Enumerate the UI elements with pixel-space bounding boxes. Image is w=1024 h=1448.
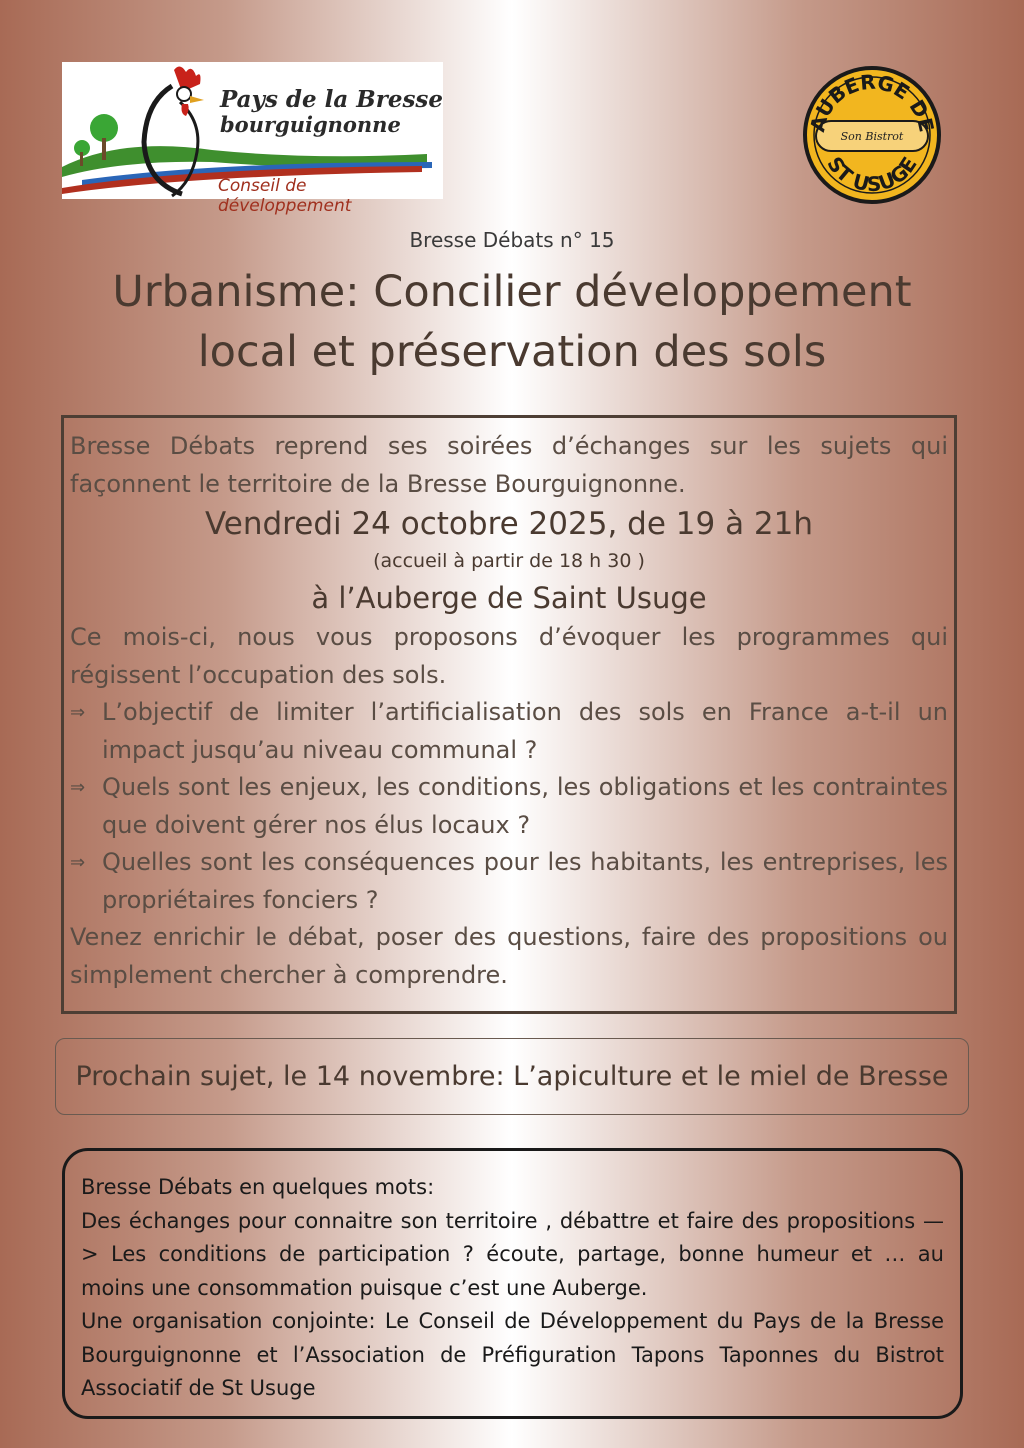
about-paragraph-1: Des échanges pour connaitre son territoire , débattre et faire des propositions —> Les conditions de participation ? écoute, partage, bonne humeur et … au moins une consommation puisque c’est une Auberge.	[81, 1208, 944, 1300]
about-box	[62, 1148, 963, 1419]
title-line-1: Urbanisme: Concilier développement	[112, 267, 912, 317]
intro-text: Bresse Débats reprend ses soirées d’échanges sur les sujets qui façonnent le territoire de la Bresse Bourguignonne.	[70, 432, 948, 498]
bullet-text: Quelles sont les conséquences pour les habitants, les entreprises, les propriétaires fonciers ?	[102, 848, 948, 914]
auberge-seal-logo	[802, 65, 942, 205]
logo-line-1: Pays de la Bresse	[220, 86, 443, 113]
bullet-text: L’objectif de limiter l’artificialisation des sols en France a-t-il un impact jusqu’au niveau communal ?	[102, 698, 948, 764]
event-venue: à l’Auberge de Saint Usuge	[311, 581, 707, 615]
pays-bresse-logo	[62, 62, 443, 216]
event-details-box	[61, 415, 957, 1014]
bullet-item	[70, 769, 948, 844]
bullet-text: Quels sont les enjeux, les conditions, les obligations et les contraintes que doivent gérer nos élus locaux ?	[102, 773, 948, 839]
next-topic-text: Prochain sujet, le 14 novembre: L’apiculture et le miel de Bresse	[75, 1061, 949, 1092]
title-line-2: local et préservation des sols	[197, 327, 827, 377]
arrow-icon: ⇒	[70, 702, 86, 723]
seal-center-text: Son Bistrot	[840, 130, 904, 143]
closing-text: Venez enrichir le débat, poser des questions, faire des propositions ou simplement chercher à comprendre.	[70, 923, 948, 989]
next-topic-box	[55, 1038, 969, 1115]
arrow-icon: ⇒	[70, 852, 86, 873]
event-date: Vendredi 24 octobre 2025, de 19 à 21h	[204, 506, 814, 542]
bullet-item	[70, 844, 948, 919]
bullet-item	[70, 694, 948, 769]
seal-icon	[802, 65, 942, 205]
seal-top-text: AUBERGE DE	[805, 69, 939, 135]
logo-line-2: bourguignonne	[220, 112, 401, 137]
month-text: Ce mois-ci, nous vous proposons d’évoquer les programmes qui régissent l’occupation des sols.	[70, 623, 948, 689]
arrow-icon: ⇒	[70, 777, 86, 798]
about-heading: Bresse Débats en quelques mots:	[81, 1175, 435, 1199]
logo-line-3: Conseil de développement	[218, 176, 352, 216]
issue-kicker: Bresse Débats n° 15	[409, 228, 615, 252]
about-paragraph-2: Une organisation conjointe: Le Conseil de Développement du Pays de la Bresse Bourguignonne et l’Association de Préfiguration Tapons Taponnes du Bistrot Associatif de St Usuge	[81, 1309, 944, 1400]
page-title	[0, 262, 1024, 382]
seal-bottom-text: ST USUGE	[822, 152, 922, 197]
welcome-time: (accueil à partir de 18 h 30 )	[373, 550, 645, 572]
